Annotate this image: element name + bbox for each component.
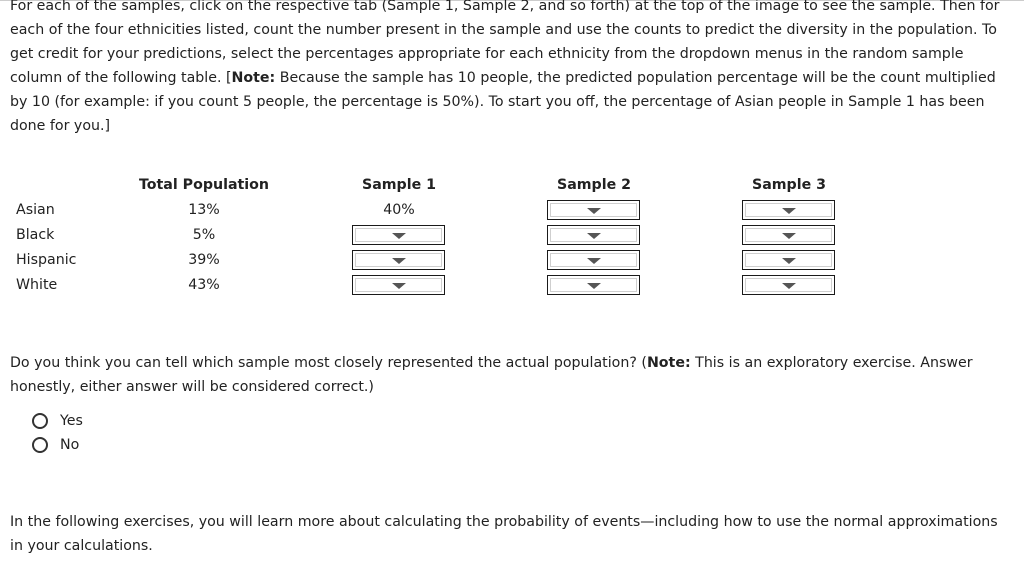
dropdown-arrow-icon (782, 283, 796, 289)
total-white-value: 43% (188, 277, 220, 293)
dropdown-arrow-icon (587, 208, 601, 214)
sample2-asian-dropdown[interactable] (547, 200, 640, 220)
dropdown-arrow-icon (392, 233, 406, 239)
row-label-asian: Asian (16, 202, 55, 218)
sample2-black-dropdown[interactable] (547, 225, 640, 245)
dropdown-arrow-icon (392, 283, 406, 289)
dropdown-arrow-icon (587, 258, 601, 264)
total-asian-value: 13% (188, 202, 220, 218)
sample3-white-dropdown[interactable] (742, 275, 835, 295)
radio-circle-icon[interactable] (32, 413, 48, 429)
instructions-paragraph (10, 0, 1010, 138)
radio-option-no[interactable] (32, 437, 79, 453)
header-sample-3: Sample 3 (751, 177, 827, 193)
row-label-black: Black (16, 227, 55, 243)
radio-label-no: No (60, 437, 80, 453)
sample1-white-dropdown[interactable] (352, 275, 445, 295)
row-label-hispanic: Hispanic (16, 252, 77, 268)
total-black-value: 5% (192, 227, 216, 243)
radio-label-yes: Yes (60, 413, 83, 429)
header-total-population: Total Population (138, 177, 270, 193)
total-hispanic-value: 39% (188, 252, 220, 268)
radio-circle-icon[interactable] (32, 437, 48, 453)
row-label-white: White (16, 277, 58, 293)
question-text-1: Do you think you can tell which sample most closely represented the actual population? ( (10, 355, 647, 371)
sample2-hispanic-dropdown[interactable] (547, 250, 640, 270)
question-paragraph (10, 351, 1010, 399)
sample1-hispanic-dropdown[interactable] (352, 250, 445, 270)
dropdown-arrow-icon (392, 258, 406, 264)
sample3-hispanic-dropdown[interactable] (742, 250, 835, 270)
footer-paragraph: In the following exercises, you will learn more about calculating the probability of events—including how to use the normal approximations in your calculations. (10, 514, 998, 554)
sample3-black-dropdown[interactable] (742, 225, 835, 245)
question-note-label: Note: (646, 355, 691, 371)
dropdown-arrow-icon (782, 233, 796, 239)
sample1-asian-value: 40% (383, 202, 415, 218)
header-sample-1: Sample 1 (361, 177, 437, 193)
instructions-note-label: Note: (231, 70, 276, 86)
sample1-black-dropdown[interactable] (352, 225, 445, 245)
instructions-text-1: For each of the samples, click on the respective tab (Sample 1, Sample 2, and so forth) at the top of the image to see the sample. Then for each of the four ethnicities listed, count the number present in the sample and use the counts to predict the diversity in the population. To get credit for your predictions, select the percentages appropriate for each ethnicity from the dropdown menus in the random sample column of the following table. [ (10, 0, 1000, 86)
question-text-2: This is an exploratory exercise. Answer honestly, either answer will be considered correct.) (10, 355, 973, 395)
dropdown-arrow-icon (782, 208, 796, 214)
sample2-white-dropdown[interactable] (547, 275, 640, 295)
header-sample-2: Sample 2 (556, 177, 632, 193)
instructions-text-2: Because the sample has 10 people, the predicted population percentage will be the count multiplied by 10 (for example: if you count 5 people, the percentage is 50%). To start you off, the percentage of Asian people in Sample 1 has been done for you.] (10, 70, 996, 134)
dropdown-arrow-icon (587, 233, 601, 239)
radio-option-yes[interactable] (32, 413, 83, 429)
dropdown-arrow-icon (782, 258, 796, 264)
dropdown-arrow-icon (587, 283, 601, 289)
sample3-asian-dropdown[interactable] (742, 200, 835, 220)
